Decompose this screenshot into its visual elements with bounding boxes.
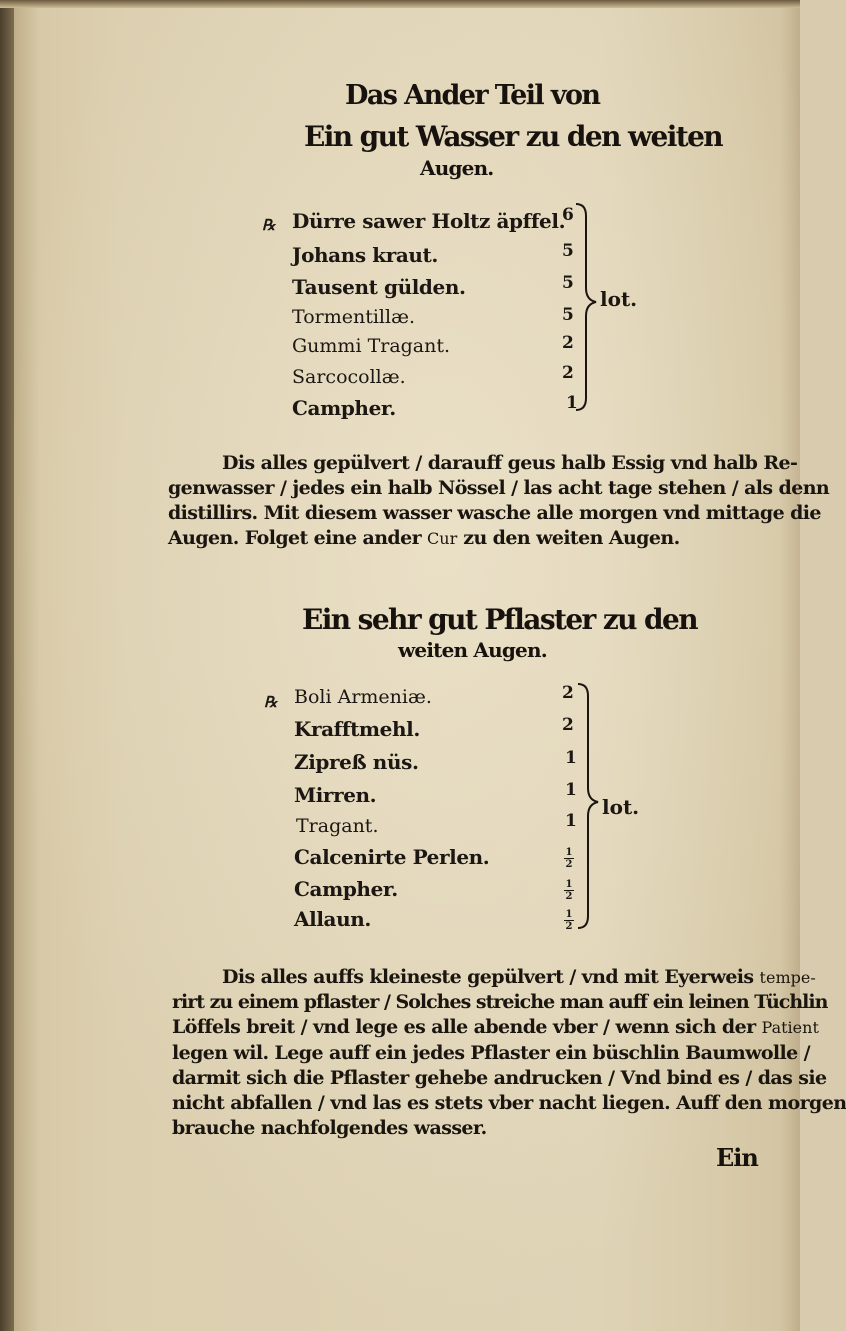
ingredient-name: Dürre sawer Holtz äpffel. [292, 209, 566, 233]
ingredient-name: Sarcocollæ. [292, 366, 406, 388]
recipe-symbol: ℞ [264, 693, 278, 711]
ingredient-qty: 5 [562, 305, 574, 325]
running-head: Das Ander Teil von [345, 80, 600, 111]
fraction-half: 1 2 [565, 879, 573, 902]
ingredient-name: Allaun. [294, 907, 371, 931]
ingredient-name: Tragant. [296, 815, 379, 837]
ingredient-qty: 1 [566, 393, 578, 413]
catchword: Ein [716, 1143, 758, 1172]
text-fragment: Löffels breit / vnd lege es alle abende vber / wenn sich der [172, 1016, 756, 1038]
text-line: genwasser / jedes ein halb Nössel / las acht tage stehen / als denn [168, 477, 830, 499]
text-line: legen wil. Lege auff ein jedes Pflaster ein büschlin Baumwolle / [172, 1042, 810, 1064]
ingredient-name: Campher. [294, 877, 398, 901]
text-line: brauche nachfolgendes wasser. [172, 1117, 487, 1139]
ingredient-qty: 5 [562, 273, 574, 293]
ingredient-qty: 5 [562, 241, 574, 261]
text-line: rirt zu einem pflaster / Solches streiche man auff ein leinen Tüchlin [172, 991, 828, 1013]
ingredient-qty: 2 [562, 683, 574, 703]
text-line: darmit sich die Pflaster gehebe andrucken / Vnd bind es / das sie [172, 1067, 827, 1089]
ingredient-qty: 1 [565, 780, 577, 800]
ingredient-qty: 2 [562, 715, 574, 735]
page-spine-shadow [0, 0, 14, 1331]
section-title-line2: weiten Augen. [398, 638, 547, 662]
fraction-half: 1 2 [565, 909, 573, 932]
ingredient-qty: 6 [562, 205, 574, 225]
text-line: distillirs. Mit diesem wasser wasche alle morgen vnd mittage die [168, 502, 821, 524]
fraction-half: 1 2 [565, 847, 573, 870]
ingredient-name: Calcenirte Perlen. [294, 845, 490, 869]
ingredient-name: Mirren. [294, 783, 377, 807]
ingredient-qty: 2 [562, 363, 574, 383]
page-top-edge [0, 0, 800, 8]
text-fragment-roman: tempe- [759, 968, 816, 987]
text-fragment: zu den weiten Augen. [463, 527, 680, 549]
section-title-line2: Augen. [420, 156, 494, 180]
ingredient-name: Campher. [292, 396, 396, 420]
curly-brace [572, 202, 602, 414]
text-fragment-roman: Cur [427, 529, 458, 548]
section-title-line1: Ein sehr gut Pflaster zu den [302, 603, 697, 636]
ingredient-name: Boli Armeniæ. [294, 686, 432, 708]
text-line [222, 966, 816, 988]
ingredient-name: Zipreß nüs. [294, 750, 419, 774]
ingredient-qty: 1 [565, 811, 577, 831]
ingredient-qty: 2 [562, 333, 574, 353]
ingredient-name: Krafftmehl. [294, 717, 420, 741]
ingredient-qty: 1 [565, 748, 577, 768]
curly-brace [574, 682, 604, 932]
ingredient-name: Johans kraut. [292, 243, 438, 267]
ingredient-name: Tausent gülden. [292, 275, 466, 299]
text-line: Dis alles gepülvert / darauff geus halb Essig vnd halb Re- [222, 452, 798, 474]
text-fragment: Augen. Folget eine ander [168, 527, 422, 549]
text-fragment: Dis alles auffs kleineste gepülvert / vnd mit Eyerweis [222, 966, 754, 988]
text-line [168, 527, 680, 549]
unit-label: lot. [602, 795, 640, 819]
ingredient-name: Gummi Tragant. [292, 335, 451, 357]
text-fragment-roman: Patient [761, 1018, 819, 1037]
ingredient-name: Tormentillæ. [292, 306, 415, 328]
recipe-symbol: ℞ [262, 216, 276, 234]
text-line [172, 1016, 819, 1038]
text-line: nicht abfallen / vnd las es stets vber nacht liegen. Auff den morgen [172, 1092, 846, 1114]
unit-label: lot. [600, 287, 638, 311]
section-title-line1: Ein gut Wasser zu den weiten [304, 120, 723, 153]
